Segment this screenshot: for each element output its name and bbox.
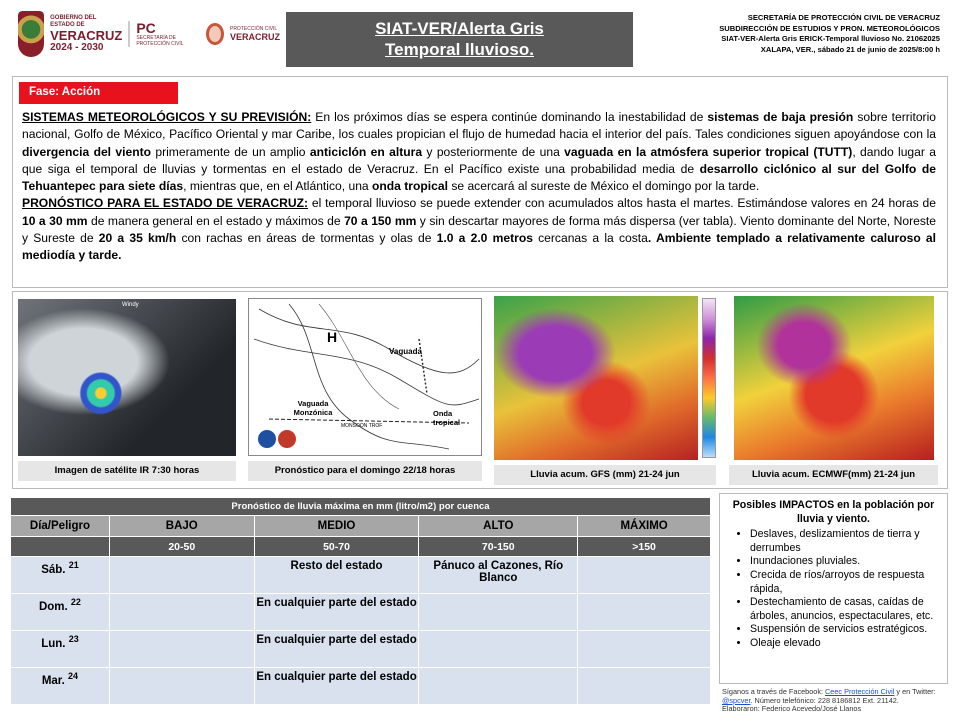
cell-bajo: [109, 668, 254, 705]
high-pressure-label: H: [327, 329, 338, 345]
footer-authors: Elaboraron: Federico Acevedo/José Llanos: [722, 704, 862, 714]
text-run: con rachas en áreas de tormentas y olas de: [176, 231, 437, 246]
fase-badge: Fase: Acción: [19, 82, 178, 104]
cell-medio: En cualquier parte del estado: [254, 631, 419, 668]
trough-label: Vaguada: [389, 347, 422, 356]
cell-alto: [419, 668, 578, 705]
impacts-list: [726, 528, 941, 650]
text-run: , dando lugar a que siga el temporal de lluvias y tormentas en el estado de Veracruz. En el Pacífico existe una probabilidad media de: [22, 144, 936, 176]
text-run: de manera general en el estado y máximos de: [87, 213, 345, 228]
range-empty: [11, 537, 110, 557]
alert-title: [286, 12, 633, 67]
cell-bajo: [109, 557, 254, 594]
text-bold: . Ambiente templado a relativamente caluroso al mediodía y tarde.: [22, 231, 937, 263]
gov-logo-text: [50, 15, 122, 53]
day-number: 21: [68, 560, 79, 570]
impacts-title: Posibles IMPACTOS en la población por lluvia y viento.: [732, 499, 935, 525]
text-bold: 20 a 35 km/h: [98, 231, 177, 246]
cell-medio: En cualquier parte del estado: [254, 668, 419, 705]
text-bold: onda tropical: [372, 179, 448, 194]
day-name: Mar.: [41, 674, 65, 687]
impact-item: • Inundaciones pluviales.: [750, 555, 941, 569]
impact-item: • Crecida de ríos/arroyos de respuesta rápida,: [750, 569, 941, 596]
impacts-box: [719, 493, 948, 684]
cell-alto: [419, 594, 578, 631]
header-logos: [18, 6, 280, 62]
satellite-caption: Imagen de satélite IR 7:30 horas: [18, 461, 236, 481]
cell-bajo: [109, 631, 254, 668]
ecmwf-rain-map: [734, 296, 934, 460]
day-cell: [11, 631, 110, 668]
impact-item: • Suspensión de servicios estratégicos.: [750, 623, 941, 637]
proteccion-civil-icon: [206, 23, 224, 45]
gov-state: VERACRUZ: [50, 28, 123, 43]
header-bajo: BAJO: [109, 516, 254, 537]
text-bold: sistemas de baja presión: [707, 110, 854, 124]
pc-small: SECRETARÍA DE PROTECCIÓN CIVIL: [136, 35, 184, 47]
issuer-block: [640, 13, 940, 55]
section-heading-systems: SISTEMAS METEOROLÓGICOS Y SU PREVISIÓN:: [22, 110, 312, 124]
text-bold: 70 a 150 mm: [344, 213, 417, 228]
table-header-row: [11, 516, 711, 537]
text-run: En los próximos días se espera continúe dominando la inestabilidad de: [311, 110, 708, 124]
facebook-link[interactable]: Ceec Protección Civil: [825, 687, 895, 696]
text-run: sobre territorio nacional, Golfo de México, Pacífico Oriental y mar Caribe, los cuales propician el flujo de humedad hacia el interior del país. Tales condiciones siguen apoyándose con la: [22, 110, 936, 142]
text-run: primeramente de un amplio: [151, 144, 310, 159]
chart-caption: Pronóstico para el domingo 22/18 horas: [248, 461, 482, 481]
text-run: y posteriormente de una: [422, 144, 565, 159]
day-name: Sáb.: [41, 563, 66, 576]
table-row: [11, 631, 711, 668]
day-cell: [11, 594, 110, 631]
cell-medio: Resto del estado: [254, 557, 419, 594]
rain-color-scale: [702, 298, 716, 458]
table-range-row: [11, 537, 711, 557]
section-heading-forecast: PRONÓSTICO PARA EL ESTADO DE VERACRUZ:: [22, 196, 309, 211]
footer-text: . Número telefónico: 228 8186812 Ext. 21142.: [750, 695, 899, 705]
day-number: 23: [68, 634, 79, 644]
cell-max: [578, 631, 711, 668]
pc2-logo: [230, 26, 280, 42]
impact-item: • Oleaje elevado: [750, 637, 941, 651]
cell-max: [578, 668, 711, 705]
table-title: Pronóstico de lluvia máxima en mm (litro/m2) por cuenca: [11, 498, 711, 516]
issuer-line4: XALAPA, VER., sábado 21 de junio de 2025/8:00 h: [760, 44, 940, 54]
day-number: 24: [68, 671, 79, 681]
text-run: y sin descartar mayores de forma más dispersa (ver tabla). Viento dominante del Norte, Noreste y Sureste de: [22, 213, 936, 246]
text-bold: vaguada en la atmósfera superior tropical (TUTT): [564, 144, 853, 159]
title-line1: SIAT-VER/Alerta Gris: [375, 19, 544, 38]
twitter-link[interactable]: @spcver: [722, 695, 751, 705]
header-day: Día/Peligro: [11, 516, 110, 537]
text-bold: 1.0 a 2.0 metros: [436, 231, 533, 246]
table-row: [11, 594, 711, 631]
rain-forecast-table: [10, 497, 711, 705]
range-maximo: >150: [578, 537, 711, 557]
gfs-rain-map: [494, 296, 698, 460]
range-medio: 50-70: [254, 537, 419, 557]
gov-years: 2024 - 2030: [50, 42, 104, 53]
header-alto: ALTO: [419, 516, 578, 537]
text-bold: desarrollo ciclónico al sur del Golfo de Tehuantepec para siete días: [22, 161, 936, 194]
issuer-line2: SUBDIRECCIÓN DE ESTUDIOS Y PRON. METEOROLÓGICOS: [719, 23, 940, 33]
header-maximo: MÁXIMO: [578, 516, 711, 537]
footer-text: Síganos a través de Facebook:: [722, 687, 826, 696]
impact-item: • Deslaves, deslizamientos de tierra y derrumbes: [750, 528, 941, 555]
text-bold: 10 a 30 mm: [22, 213, 88, 228]
issuer-line3: SIAT-VER-Alerta Gris ERICK-Temporal lluvioso No. 21062025: [721, 34, 940, 43]
cell-alto: [419, 631, 578, 668]
windy-watermark: Windy: [122, 302, 139, 308]
impact-item: • Destechamiento de casas, caídas de árboles, anuncios, espectaculares, etc.: [750, 596, 941, 623]
table-row: [11, 668, 711, 705]
day-name: Lun.: [41, 637, 66, 650]
range-alto: 70-150: [419, 537, 578, 557]
synoptic-map: [249, 299, 481, 455]
text-run: se acercará al sureste de México el domingo por la tarde.: [447, 179, 760, 194]
cell-medio: En cualquier parte del estado: [254, 594, 419, 631]
day-cell: [11, 557, 110, 594]
pc-big: PC: [136, 20, 156, 36]
cell-max: [578, 557, 711, 594]
surface-forecast-chart: [248, 298, 482, 456]
text-run: cercanas a la costa: [532, 231, 648, 246]
issuer-line1: SECRETARÍA DE PROTECCIÓN CIVIL DE VERACRUZ: [747, 13, 940, 22]
ecmwf-caption: Lluvia acum. ECMWF(mm) 21-24 jun: [729, 465, 938, 485]
gov-line1: GOBIERNO DEL ESTADO DE: [50, 15, 97, 28]
table-row: [11, 557, 711, 594]
monsoon-trof-label: MONSOON TROF: [341, 423, 383, 429]
title-line2: Temporal lluvioso.: [385, 40, 534, 59]
cell-alto: Pánuco al Cazones, Río Blanco: [419, 557, 578, 594]
pc2-state: VERACRUZ: [229, 32, 280, 42]
pc2-small: PROTECCIÓN CIVIL: [229, 26, 278, 32]
forecast-text: [22, 109, 936, 265]
cell-max: [578, 594, 711, 631]
pc-logo: [128, 21, 200, 47]
day-number: 22: [70, 597, 81, 607]
header-medio: MEDIO: [254, 516, 419, 537]
text-run: el temporal lluvioso se puede extender con acumulados altos hasta el martes. Estimándose valores en 24 horas de: [308, 196, 936, 211]
range-bajo: 20-50: [109, 537, 254, 557]
veracruz-shield-logo: [18, 11, 44, 57]
monsoon-trough-label: Vaguada Monzónica: [293, 399, 333, 417]
satellite-image: [18, 299, 236, 456]
day-cell: [11, 668, 110, 705]
footer-text: y en Twitter:: [894, 687, 936, 696]
day-name: Dom.: [38, 600, 68, 613]
tropical-wave-label: Onda tropical: [433, 409, 461, 427]
text-bold: divergencia del viento: [22, 144, 151, 159]
gfs-caption: Lluvia acum. GFS (mm) 21-24 jun: [494, 465, 716, 485]
text-bold: anticiclón en altura: [309, 144, 423, 159]
cell-bajo: [109, 594, 254, 631]
footer-contact: [722, 688, 952, 714]
text-run: , mientras que, en el Atlántico, una: [183, 179, 373, 194]
